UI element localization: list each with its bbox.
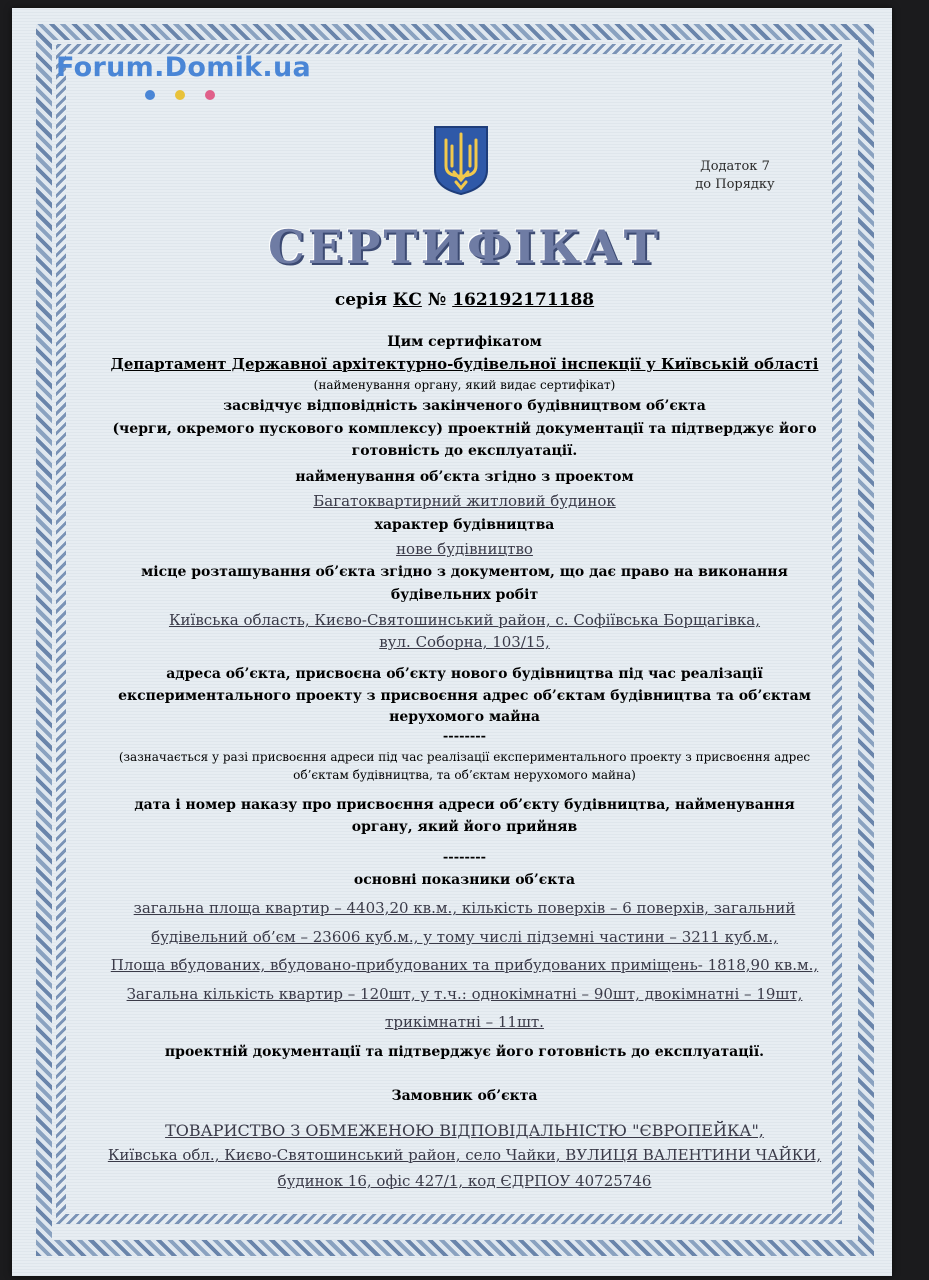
indicator-line-4: Загальна кількість квартир – 120шт, у т.ч.: однокімнатні – 90шт, двокімнатні – 19шт, [126,985,803,1003]
location-value-1: Київська область, Києво-Святошинський район, с. Софіївська Борщагівка, [168,611,761,629]
series-code: КС [392,290,422,310]
series-prefix: серія [334,290,387,310]
location-value-2: вул. Соборна, 103/15, [379,633,550,651]
attest-line-1: засвідчує відповідність закінченого будівництвом об’єкта [223,398,706,414]
object-name-value: Багатоквартирний житловий будинок [313,492,616,510]
series-number-sign: № [427,290,447,310]
conclusion-text: проектній документації та підтверджує його готовність до експлуатації. [164,1044,765,1060]
construction-type-label: характер будівництва [374,517,555,533]
customer-line-1: ТОВАРИСТВО З ОБМЕЖЕНОЮ ВІДПОВІДАЛЬНІСТЮ "ЄВРОПЕЙКА", [165,1121,764,1140]
series-number: 162192171188 [452,290,595,310]
customer-line-2: Київська обл., Києво-Святошинський район, село Чайки, ВУЛИЦЯ ВАЛЕНТИНИ ЧАЙКИ, [107,1146,822,1164]
annex-line-2: до Порядку [695,177,775,192]
order-label-2: органу, який його прийняв [351,819,578,835]
indicator-line-5: трикімнатні – 11шт. [385,1013,544,1031]
annex-line-1: Додаток 7 [700,159,770,174]
issuer-hint: (найменування органу, який видає сертифікат) [313,378,616,392]
issuer-intro: Цим сертифікатом [387,334,542,350]
address-value: -------- [442,729,487,744]
indicator-line-1: загальна площа квартир – 4403,20 кв.м., кількість поверхів – 6 поверхів, загальний [133,899,796,917]
location-label-2: будівельних робіт [390,587,539,603]
indicator-line-2: будівельний об’єм – 23606 куб.м., у тому числі підземні частини – 3211 куб.м., [151,928,778,946]
order-label-1: дата і номер наказу про присвоєння адреси об’єкту будівництва, найменування [134,797,795,813]
construction-type-value: нове будівництво [396,540,533,558]
order-value: -------- [442,850,487,865]
certificate-title: СЕРТИФІКАТ [268,220,661,274]
address-label-1: адреса об’єкта, присвоєна об’єкту нового будівництва під час реалізації [166,666,763,682]
customer-label: Замовник об’єкта [391,1088,538,1104]
object-name-label: найменування об’єкта згідно з проектом [295,469,634,485]
indicator-line-3: Площа вбудованих, вбудовано-прибудованих та прибудованих приміщень- 1818,90 кв.м., [110,956,819,974]
watermark-logo: Forum.Domik.ua [56,52,312,83]
annex-note [680,158,790,194]
address-hint-2: об’єктам будівництва, та об’єктам нерухомого майна) [293,768,636,782]
customer-line-3: будинок 16, офіс 427/1, код ЄДРПОУ 40725746 [277,1172,652,1190]
indicators-label: основні показники об’єкта [353,872,576,888]
address-hint-1: (зазначається у разі присвоєння адреси під час реалізації експериментального проекту з присвоєння адрес [118,750,811,764]
issuer-name: Департамент Державної архітектурно-будівельної інспекції у Київській області [110,355,819,373]
series-line [0,290,929,310]
address-label-2: експериментального проекту з присвоєння адрес об’єктам будівництва та об’єктам [118,688,811,704]
attest-line-3: готовність до експлуатації. [351,443,578,459]
watermark-dots [145,90,215,100]
attest-line-2: (черги, окремого пускового комплексу) проектній документації та підтверджує його [112,421,817,437]
coat-of-arms-icon [432,124,490,196]
address-label-3: нерухомого майна [389,709,540,725]
location-label-1: місце розташування об’єкта згідно з документом, що дає право на виконання [141,564,788,580]
